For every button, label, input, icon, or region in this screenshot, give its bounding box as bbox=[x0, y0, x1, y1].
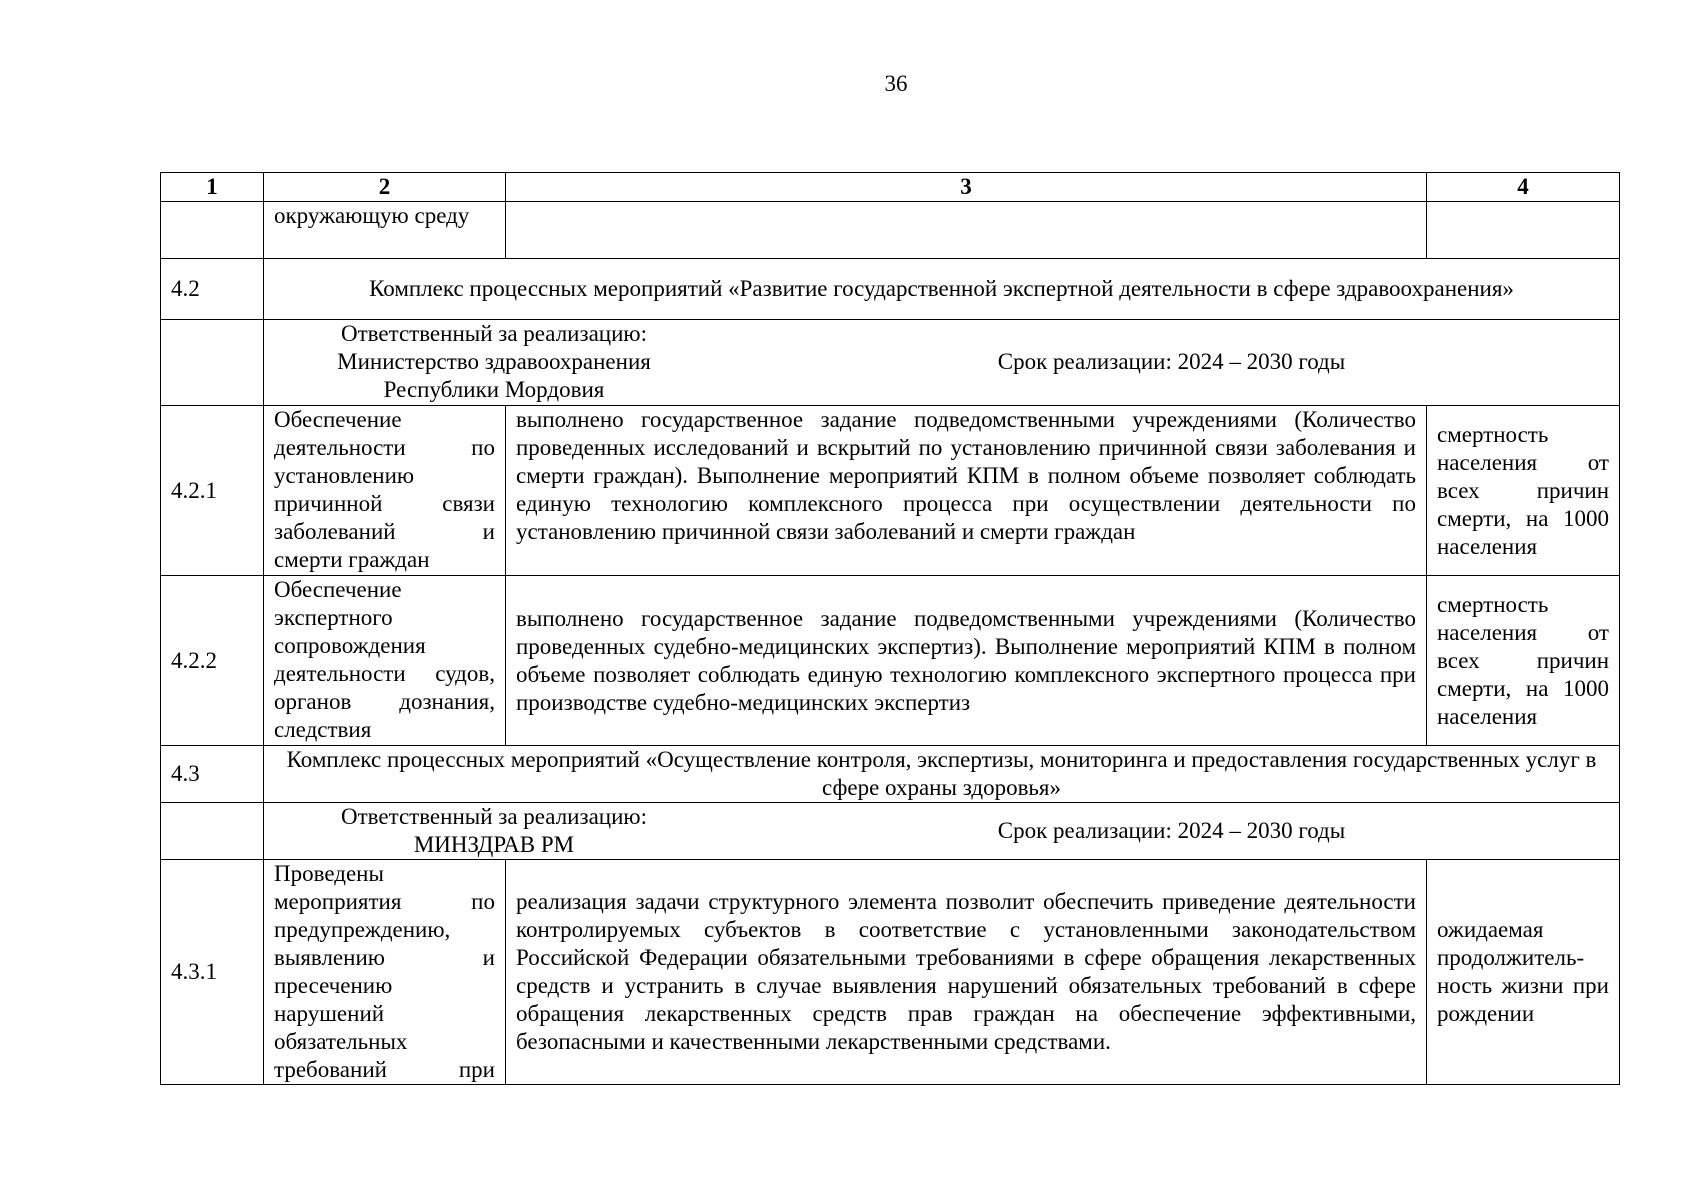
task-line: пресечению bbox=[274, 973, 393, 998]
table-row-4-3-1 bbox=[161, 860, 1620, 1085]
header-col-2: 2 bbox=[264, 173, 506, 202]
section-title: Комплекс процессных мероприятий «Осуществление контроля, экспертизы, мониторинга и предоставления государственных услуг в сфере охраны здоровья» bbox=[264, 746, 1620, 803]
effect-cell: выполнено государственное задание подведомственными учреждениями (Количество проведенных судебно-медицинских экспертиз). Выполнение мероприятий КПМ в полном объеме позволяет соблюдать единую технологию комплексного экспертного процесса при производстве судебно-медицинских экспертиз bbox=[506, 576, 1427, 746]
indicator-cell: ожидаемая продолжитель-ность жизни при рождении bbox=[1427, 860, 1620, 1085]
period-cell: Срок реализации: 2024 – 2030 годы bbox=[997, 349, 1346, 374]
task-line: установлению bbox=[274, 463, 415, 488]
section-number: 4.3 bbox=[161, 746, 264, 803]
indicator-cell: смертность населения от всех причин смерти, на 1000 населения bbox=[1427, 576, 1620, 746]
task-line: причинной связи bbox=[274, 491, 495, 516]
task-line: обязательных bbox=[274, 1029, 408, 1054]
responsible-label: Ответственный за реализацию: bbox=[341, 321, 647, 346]
responsible-cell bbox=[264, 320, 724, 404]
responsible-row-4-2 bbox=[161, 320, 1620, 406]
task-cell bbox=[264, 406, 506, 576]
row-number: 4.2.1 bbox=[161, 406, 264, 576]
table-row-4-2-2 bbox=[161, 576, 1620, 746]
table-header-row bbox=[161, 173, 1620, 202]
task-line: выявлению и bbox=[274, 945, 495, 970]
task-line: следствия bbox=[274, 717, 372, 742]
task-cell bbox=[264, 860, 506, 1085]
header-col-1: 1 bbox=[161, 173, 264, 202]
task-line: смерти граждан bbox=[274, 547, 430, 572]
responsible-cell bbox=[264, 803, 724, 859]
responsible-org-line-2: Республики Мордовия bbox=[383, 377, 605, 402]
table-row-4-2-1 bbox=[161, 406, 1620, 576]
section-number: 4.2 bbox=[161, 259, 264, 320]
responsible-row-4-3 bbox=[161, 803, 1620, 860]
indicator-cell: смертность населения от всех причин смерти, на 1000 населения bbox=[1427, 406, 1620, 576]
task-line: органов дознания, bbox=[274, 689, 495, 714]
task-line: Обеспечение bbox=[274, 407, 402, 432]
task-line: сопровождения bbox=[274, 633, 426, 658]
period-cell: Срок реализации: 2024 – 2030 годы bbox=[997, 818, 1346, 843]
task-line: деятельности по bbox=[274, 435, 495, 460]
section-row-4-2 bbox=[161, 259, 1620, 320]
task-line: Проведены bbox=[274, 861, 384, 886]
effect-cell: выполнено государственное задание подведомственными учреждениями (Количество проведенных исследований и вскрытий по установлению причинной связи заболевания и смерти граждан). Выполнение мероприятий КПМ в полном объеме позволяет соблюдать единую технологию комплексного процесса при осуществлении деятельности по установлению причинной связи заболеваний и смерти граждан bbox=[506, 406, 1427, 576]
row-number: 4.2.2 bbox=[161, 576, 264, 746]
header-col-3: 3 bbox=[506, 173, 1427, 202]
activities-table bbox=[160, 172, 1620, 1085]
responsible-org: МИНЗДРАВ РМ bbox=[413, 832, 575, 857]
continuation-task: окружающую среду bbox=[264, 202, 506, 259]
section-row-4-3 bbox=[161, 746, 1620, 803]
header-col-4: 4 bbox=[1427, 173, 1620, 202]
task-line: экспертного bbox=[274, 605, 393, 630]
section-title: Комплекс процессных мероприятий «Развитие государственной экспертной деятельности в сфере здравоохранения» bbox=[264, 259, 1620, 320]
responsible-label: Ответственный за реализацию: bbox=[341, 804, 647, 829]
task-line: Обеспечение bbox=[274, 577, 402, 602]
task-line: мероприятия по bbox=[274, 889, 495, 914]
row-number: 4.3.1 bbox=[161, 860, 264, 1085]
task-line: нарушений bbox=[274, 1001, 385, 1026]
task-line: предупреждению, bbox=[274, 917, 451, 942]
task-line: деятельности судов, bbox=[274, 661, 495, 686]
task-cell bbox=[264, 576, 506, 746]
task-line: заболеваний и bbox=[274, 519, 495, 544]
responsible-org-line-1: Министерство здравоохранения bbox=[337, 349, 651, 374]
task-line: требований при bbox=[274, 1057, 495, 1082]
page-number: 36 bbox=[884, 71, 908, 96]
continuation-row bbox=[161, 202, 1620, 259]
effect-cell: реализация задачи структурного элемента позволит обеспечить приведение деятельности контролируемых субъектов в соответствие с установленными законодательством Российской Федерации обязательными требованиями в сфере обращения лекарственных средств и устранить в случае выявления нарушений обязательных требований в сфере обращения лекарственных средств прав граждан на обеспечение эффективными, безопасными и качественными лекарственными средствами. bbox=[506, 860, 1427, 1085]
